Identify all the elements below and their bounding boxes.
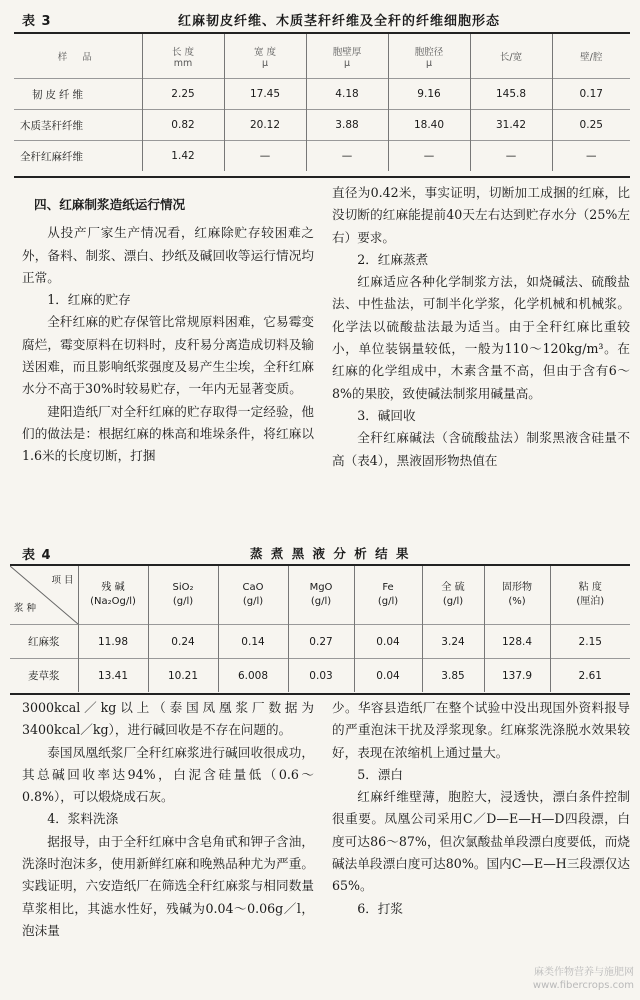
table4-header: SiO₂ (g/l) — [148, 566, 218, 625]
table4-header: 固形物 (%) — [484, 566, 550, 625]
table3-row-label: 全秆红麻纤维 — [14, 141, 142, 172]
table3 — [14, 34, 630, 171]
table4-header-row — [10, 566, 630, 625]
paragraph: 红麻适应各种化学制浆方法，如烧碱法、硫酸盐法、中性盐法，可制半化学浆，化学机械和机械浆。化学法以硫酸盐法最为适当。由于全秆红麻比重较小，单位装锅量较低，一般为110～120kg/m³。在红麻的化学组成中，木素含量不高，但由于含有6～8%的果胶，致使碱法制浆用碱量高。 — [332, 274, 630, 401]
paragraph: 直径为0.42米，事实证明，切断加工成捆的红麻，比没切断的红麻能提前40天左右达到贮存水分（25%左右）要求。 — [332, 185, 630, 245]
table4-header: 粘 度 (厘泊) — [576, 582, 605, 607]
table3-cell: — — [586, 150, 597, 162]
table3-header: 长/宽 — [470, 34, 552, 79]
table3-label: 表 3 — [22, 14, 52, 29]
table4-row-label: 麦草浆 — [10, 659, 78, 693]
table-row — [10, 625, 630, 659]
table3-cell: 0.17 — [579, 88, 603, 100]
table4-cell: 10.21 — [148, 659, 218, 693]
section-heading-4: 四、红麻制浆造纸运行情况 — [34, 197, 186, 212]
paragraph: 红麻纤维壁薄，胞腔大，浸透快，漂白条件控制很重要。凤凰公司采用C／D—E—H—D四段漂，白度可达86～87%，但次氯酸盐单段漂白度要低，而烧碱法单段漂白度可达80%。国内C—E—H三段漂仅达65%。 — [332, 789, 630, 894]
table4-row-label: 红麻浆 — [10, 625, 78, 659]
subheading-storage: 1．红麻的贮存 — [47, 292, 131, 308]
paragraph: 全秆红麻碱法（含硫酸盐法）制浆黑液含硅量不高（表4），黑液固形物热值在 — [332, 430, 630, 468]
table3-title: 红麻韧皮纤维、木质茎秆纤维及全秆的纤维细胞形态 — [178, 14, 501, 29]
table3-cell: — — [224, 141, 306, 172]
watermark-line1: 麻类作物营养与施肥网 — [534, 967, 634, 978]
table-row — [14, 79, 630, 110]
table4-cell: 11.98 — [78, 625, 148, 659]
right-column-upper — [332, 182, 630, 472]
subheading-washing: 4．浆料洗涤 — [47, 811, 119, 827]
paragraph: 全秆红麻的贮存保管比常规原料困难，它易霉变腐烂，霉变原料在切料时，皮秆易分离造成切料及输送困难，而且影响纸浆强度及易产生尘埃，全秆红麻水分不高于30%时较易贮存，一年内无显著变质。 — [22, 314, 314, 397]
table4-cell: 0.27 — [288, 625, 354, 659]
table4-cell: 6.008 — [218, 659, 288, 693]
table4-cell: 0.14 — [218, 625, 288, 659]
table4-corner-bottom: 浆 种 — [14, 603, 37, 614]
table3-header: 样 品 — [14, 34, 142, 79]
table4-header: MgO (g/l) — [288, 566, 354, 625]
watermark-line2: www.fibercrops.com — [532, 980, 634, 991]
paragraph: 据报导，由于全秆红麻中含皂角甙和钾子含油，洗涤时泡沫多，使用新鲜红麻和晚熟品种尤为严重。实践证明，六安造纸厂在筛选全秆红麻浆与相同数量草浆相比，其滤水性好，残碱为0.04～0.06g／l，泡沫量 — [22, 833, 314, 938]
subheading-cooking: 2．红麻蒸煮 — [357, 251, 429, 267]
table3-cell: 18.40 — [388, 110, 470, 141]
table4-bottom-rule — [10, 693, 630, 695]
table4-cell: 3.85 — [422, 659, 484, 693]
table3-cell: 145.8 — [470, 79, 552, 110]
left-column-lower — [22, 697, 314, 942]
table3-cell: 2.25 — [142, 79, 224, 110]
table3-cell: 31.42 — [470, 110, 552, 141]
table4-label: 表 4 — [22, 548, 52, 563]
table4-corner-cell — [10, 566, 78, 625]
table3-cell: 4.18 — [306, 79, 388, 110]
paragraph: 泰国凤凰纸浆厂全秆红麻浆进行碱回收很成功，其总碱回收率达94%，白泥含硅量低（0.6～0.8%），可以煅烧成石灰。 — [22, 744, 314, 805]
table3-header: 宽 度 μ — [224, 34, 306, 79]
table4-cell: 0.24 — [148, 625, 218, 659]
paragraph: 从投产厂家生产情况看，红麻除贮存较困难之外，备料、制浆、漂白、抄纸及碱回收等运行情况均正常。 — [22, 225, 314, 285]
table4-cell: 13.41 — [78, 659, 148, 693]
table3-cell: 1.42 — [142, 141, 224, 172]
table4-header: Fe (g/l) — [354, 566, 422, 625]
table-row — [14, 110, 630, 141]
table3-row-label: 韧皮纤维 — [14, 79, 142, 110]
table3-row-label: 木质茎秆纤维 — [14, 110, 142, 141]
table4-cell: 128.4 — [484, 625, 550, 659]
table3-cell: — — [388, 141, 470, 172]
table3-cell: 20.12 — [224, 110, 306, 141]
table3-cell: 9.16 — [388, 79, 470, 110]
table4 — [10, 566, 630, 692]
table4-cell: 3.24 — [422, 625, 484, 659]
subheading-beating: 6．打浆 — [357, 900, 403, 916]
subheading-bleaching: 5．漂白 — [357, 766, 403, 782]
subheading-alkali-recovery: 3．碱回收 — [357, 407, 416, 423]
table3-header: 胞壁厚 μ — [306, 34, 388, 79]
table4-cell: 2.61 — [578, 669, 602, 682]
right-column-lower — [332, 697, 630, 920]
table3-cell: 0.25 — [579, 119, 603, 131]
table4-header: CaO (g/l) — [218, 566, 288, 625]
table4-cell: 2.15 — [578, 635, 602, 648]
paragraph: 建阳造纸厂对全秆红麻的贮存取得一定经验，他们的做法是：根据红麻的株高和堆垛条件，将红麻以1.6米的长度切断，打捆 — [22, 403, 314, 464]
table4-cell: 0.03 — [288, 659, 354, 693]
paragraph: 3000kcal／kg以上（泰国凤凰浆厂数据为3400kcal／kg），进行碱回收是不存在问题的。 — [22, 700, 314, 738]
table4-title: 蒸 煮 黑 液 分 析 结 果 — [250, 546, 411, 561]
table-row — [14, 141, 630, 172]
table3-cell: — — [470, 141, 552, 172]
table4-corner-top: 项 目 — [51, 575, 74, 586]
table3-cell: 17.45 — [224, 79, 306, 110]
left-column-upper — [22, 184, 314, 468]
table-row — [10, 659, 630, 693]
paragraph: 少。华容县造纸厂在整个试验中没出现国外资料报导的严重泡沫干扰及浮浆现象。红麻浆洗涤脱水效果较好，表现在浓缩机上通过量大。 — [332, 700, 630, 760]
table4-cell: 0.04 — [354, 659, 422, 693]
table4-header: 残 碱 (Na₂Og/l) — [78, 566, 148, 625]
table3-cell: 3.88 — [306, 110, 388, 141]
table4-cell: 0.04 — [354, 625, 422, 659]
table3-header: 壁/腔 — [580, 52, 603, 63]
table3-header: 长 度 mm — [142, 34, 224, 79]
table3-header: 胞腔径 μ — [388, 34, 470, 79]
watermark — [533, 966, 634, 992]
table4-header: 全 硫 (g/l) — [422, 566, 484, 625]
table4-cell: 137.9 — [484, 659, 550, 693]
table3-cell: — — [306, 141, 388, 172]
table3-bottom-rule — [14, 176, 630, 178]
table3-header-row — [14, 34, 630, 79]
table3-cell: 0.82 — [142, 110, 224, 141]
